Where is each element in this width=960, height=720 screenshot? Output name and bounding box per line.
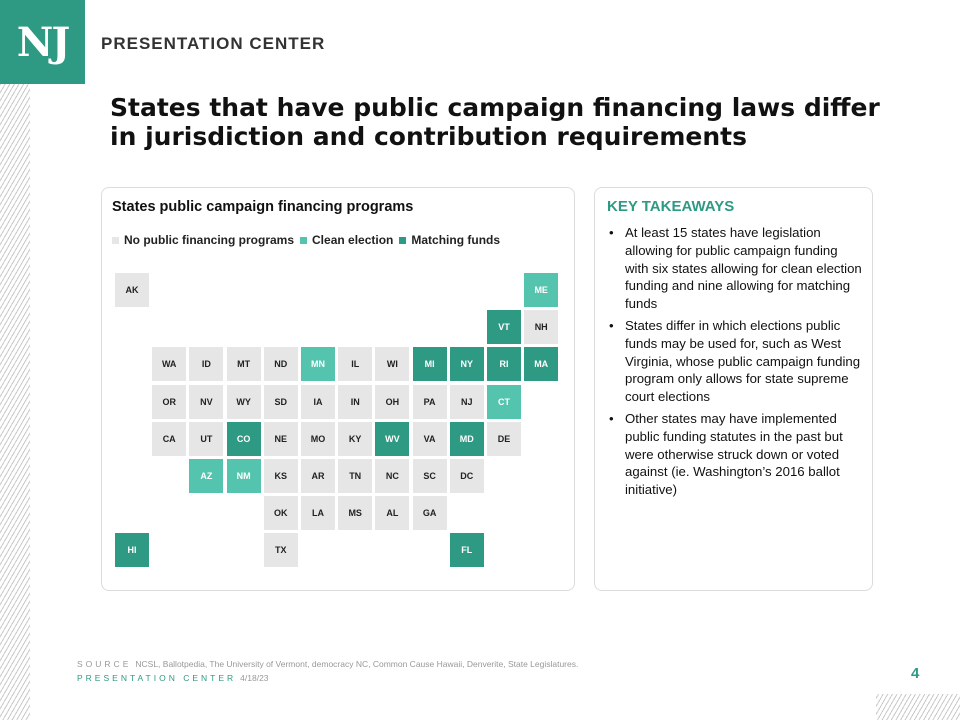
state-tile-nj: NJ (450, 385, 484, 419)
state-tile-ga: GA (413, 496, 447, 530)
state-tile-vt: VT (487, 310, 521, 344)
state-tile-ne: NE (264, 422, 298, 456)
state-tile-de: DE (487, 422, 521, 456)
legend-item-none (112, 233, 294, 247)
state-tile-al: AL (375, 496, 409, 530)
map-panel (101, 187, 575, 591)
state-tile-ok: OK (264, 496, 298, 530)
state-tile-mt: MT (227, 347, 261, 381)
state-tile-mn: MN (301, 347, 335, 381)
legend-swatch-matching (399, 237, 406, 244)
takeaways-panel (594, 187, 873, 591)
state-tile-nv: NV (189, 385, 223, 419)
state-tile-ks: KS (264, 459, 298, 493)
state-tile-ar: AR (301, 459, 335, 493)
takeaway-item: • States differ in which elections public funds may be used for, such as West Virginia, whose public campaign funding program only allows for state supreme court elections (607, 317, 863, 406)
state-tile-co: CO (227, 422, 261, 456)
state-tile-ma: MA (524, 347, 558, 381)
legend-item-clean (300, 233, 393, 247)
logo-text: NJ (16, 18, 69, 66)
page-title: States that have public campaign financing laws differ in jurisdiction and contribution requirements (110, 93, 880, 151)
state-tile-wa: WA (152, 347, 186, 381)
state-tile-md: MD (450, 422, 484, 456)
legend-swatch-clean (300, 237, 307, 244)
state-tile-hi: HI (115, 533, 149, 567)
state-tile-dc: DC (450, 459, 484, 493)
state-tile-mo: MO (301, 422, 335, 456)
state-tile-ky: KY (338, 422, 372, 456)
legend-label-none: No public financing programs (124, 233, 295, 247)
state-tile-me: ME (524, 273, 558, 307)
state-tile-nd: ND (264, 347, 298, 381)
state-tile-tx: TX (264, 533, 298, 567)
source-label: SOURCE (77, 659, 132, 669)
footer-date: 4/18/23 (240, 673, 269, 683)
state-tile-ct: CT (487, 385, 521, 419)
state-tile-mi: MI (413, 347, 447, 381)
takeaway-item: • Other states may have implemented public funding statutes in the past but were otherwise struck down or voted against (ie. Washington’s 2016 ballot initiative) (607, 410, 863, 499)
takeaways-list (607, 224, 863, 503)
decorative-hatch-bottom-right (876, 694, 960, 720)
state-tile-fl: FL (450, 533, 484, 567)
state-tile-sd: SD (264, 385, 298, 419)
takeaway-item: • At least 15 states have legislation allowing for public campaign funding with six states allowing for clean election funding and nine allowing for matching funds (607, 224, 863, 313)
map-legend (112, 233, 506, 247)
state-tile-wy: WY (227, 385, 261, 419)
source-text: NCSL, Ballotpedia, The University of Vermont, democracy NC, Common Cause Hawaii, Denverite, State Legislatures. (135, 659, 579, 669)
state-tile-ak: AK (115, 273, 149, 307)
state-tile-ca: CA (152, 422, 186, 456)
state-tile-ms: MS (338, 496, 372, 530)
page-number: 4 (911, 665, 920, 682)
state-tile-ut: UT (189, 422, 223, 456)
state-tile-sc: SC (413, 459, 447, 493)
state-tile-nm: NM (227, 459, 261, 493)
state-tile-or: OR (152, 385, 186, 419)
map-title: States public campaign financing programs (112, 199, 414, 215)
source-note (77, 659, 578, 669)
state-tile-az: AZ (189, 459, 223, 493)
state-tile-in: IN (338, 385, 372, 419)
nj-logo (0, 0, 85, 84)
legend-item-matching (399, 233, 500, 247)
takeaways-title: KEY TAKEAWAYS (607, 198, 735, 215)
state-tile-oh: OH (375, 385, 409, 419)
state-tile-nc: NC (375, 459, 409, 493)
legend-label-clean: Clean election (312, 233, 394, 247)
state-tile-la: LA (301, 496, 335, 530)
state-tile-wi: WI (375, 347, 409, 381)
decorative-hatch-left (0, 84, 30, 720)
legend-label-matching: Matching funds (411, 233, 501, 247)
state-tile-va: VA (413, 422, 447, 456)
footer-center (77, 673, 269, 683)
state-tile-il: IL (338, 347, 372, 381)
state-tile-ri: RI (487, 347, 521, 381)
brand-name: PRESENTATION CENTER (101, 34, 326, 53)
state-tile-ia: IA (301, 385, 335, 419)
legend-swatch-none (112, 237, 119, 244)
state-tile-ny: NY (450, 347, 484, 381)
state-tile-wv: WV (375, 422, 409, 456)
center-label: PRESENTATION CENTER (77, 673, 237, 683)
state-tile-tn: TN (338, 459, 372, 493)
state-tile-id: ID (189, 347, 223, 381)
state-tile-pa: PA (413, 385, 447, 419)
state-tile-nh: NH (524, 310, 558, 344)
